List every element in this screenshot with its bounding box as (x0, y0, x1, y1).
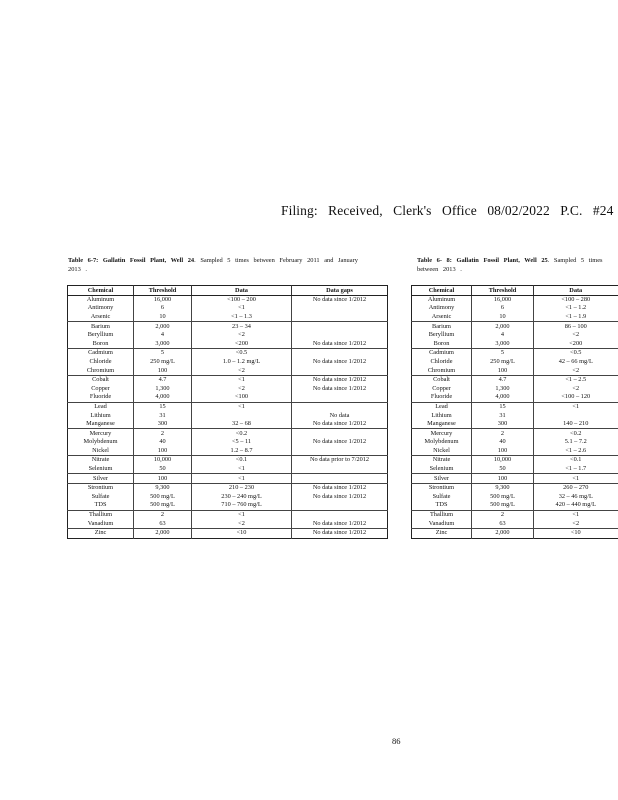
table-cell: <1 – 1.3 (192, 313, 292, 322)
table-cell: Zinc (412, 528, 472, 538)
table-cell: <0.2 (192, 429, 292, 438)
table-cell: <1 (534, 402, 618, 411)
table-cell: Boron (92, 339, 109, 347)
table-row (412, 304, 618, 313)
table-row (68, 447, 388, 456)
table-row (68, 304, 388, 313)
table-cell: 15 (134, 402, 192, 411)
table-row (412, 438, 618, 447)
table-cell: TDS (435, 501, 448, 509)
table-cell: Nickel (433, 446, 450, 454)
table-cell (292, 393, 388, 402)
caption-title-right: Table 6- 8: Gallatin Fossil Plant, Well 25 (417, 257, 548, 264)
table-cell: <0.2 (534, 429, 618, 438)
table-row (412, 465, 618, 474)
table-cell: Nickel (92, 446, 109, 454)
table-cell (292, 465, 388, 474)
table-cell: <2 (534, 331, 618, 340)
table-cell: 100 (472, 474, 534, 484)
table-cell: Manganese (427, 420, 456, 428)
table-cell: <1 (192, 474, 292, 484)
table-cell (292, 366, 388, 375)
column-header: Data (192, 286, 292, 296)
table-cell: Selenium (88, 465, 113, 473)
table-row (412, 483, 618, 492)
table-cell: Cobalt (412, 375, 472, 384)
table-row (68, 393, 388, 402)
table-cell: 4,000 (472, 393, 534, 402)
table-cell: Barium (412, 322, 472, 331)
table-cell: 100 (134, 474, 192, 484)
table-cell (292, 322, 388, 331)
table-cell (292, 349, 388, 358)
table-cell: 3,000 (472, 339, 534, 348)
table-cell (292, 331, 388, 340)
table-cell: Sulfate (432, 492, 451, 500)
table-row (68, 456, 388, 465)
table-cell: <2 (192, 366, 292, 375)
table-cell (292, 429, 388, 438)
table-cell: 100 (134, 366, 192, 375)
table-cell: Fluoride (89, 393, 112, 401)
table-cell: <1 (192, 375, 292, 384)
table-row (412, 493, 618, 502)
table-cell: 500 mg/L (134, 501, 192, 510)
table-row (68, 510, 388, 519)
table-cell: No data since 1/2012 (292, 493, 388, 502)
table-cell: <1 (192, 304, 292, 313)
table-cell: Nitrate (412, 456, 472, 465)
table-cell: Selenium (429, 465, 454, 473)
table-cell: Arsenic (431, 312, 452, 320)
well-24-data-table (67, 285, 388, 539)
table-cell: 15 (472, 402, 534, 411)
table-row (412, 528, 618, 538)
table-cell: Cadmium (412, 349, 472, 358)
table-cell: <10 (534, 528, 618, 538)
table-row (68, 438, 388, 447)
table-row (412, 375, 618, 384)
filing-stamp: Filing: Received, Clerk's Office 08/02/2022 P.C. #24 (281, 203, 614, 218)
table-cell: Strontium (68, 483, 134, 492)
table-cell: <100 – 280 (534, 295, 618, 304)
table-row (68, 349, 388, 358)
table-cell: 32 – 68 (192, 420, 292, 429)
table-cell: 2 (134, 429, 192, 438)
table-cell: 2,000 (134, 528, 192, 538)
table-cell: 10,000 (472, 456, 534, 465)
table-row (68, 501, 388, 510)
table-cell: 100 (472, 366, 534, 375)
table-cell (292, 304, 388, 313)
table-row (68, 402, 388, 411)
table-cell: Silver (68, 474, 134, 484)
table-cell: 50 (134, 465, 192, 474)
table-cell: <1 – 1.9 (534, 313, 618, 322)
well-25-data-table (411, 285, 618, 539)
table-cell: 2,000 (472, 528, 534, 538)
table-row (412, 510, 618, 519)
table-cell: 2,000 (472, 322, 534, 331)
table-cell: 10,000 (134, 456, 192, 465)
table-cell (292, 510, 388, 519)
table-cell: <0.5 (534, 349, 618, 358)
table-row (412, 402, 618, 411)
table-cell: No data since 1/2012 (292, 295, 388, 304)
table-cell: Chromium (86, 366, 115, 374)
table-row (412, 411, 618, 420)
table-row (412, 447, 618, 456)
table-cell: 10 (472, 313, 534, 322)
table-cell: 100 (134, 447, 192, 456)
table-row (412, 366, 618, 375)
table-cell: 6 (472, 304, 534, 313)
table-row (68, 375, 388, 384)
table-cell: 63 (472, 519, 534, 528)
table-cell: <1 (192, 510, 292, 519)
table-row (412, 358, 618, 367)
table-row (68, 420, 388, 429)
table-row (412, 474, 618, 484)
column-header: Chemical (412, 286, 472, 296)
table-cell: 31 (472, 411, 534, 420)
table-row (68, 384, 388, 393)
table-cell: No data since 1/2012 (292, 339, 388, 348)
table-cell: Lead (412, 402, 472, 411)
table-cell: <1 – 2.6 (534, 447, 618, 456)
table-header-row (412, 286, 618, 296)
table-cell: 140 – 210 (534, 420, 618, 429)
column-header: Chemical (68, 286, 134, 296)
table-row (68, 358, 388, 367)
table-cell: 1.2 – 8.7 (192, 447, 292, 456)
table-cell: 1.0 – 1.2 mg/L (192, 358, 292, 367)
table-cell: Beryllium (428, 331, 455, 339)
table-cell: <200 (192, 339, 292, 348)
table-cell: Aluminum (427, 295, 456, 303)
table-cell: <2 (192, 331, 292, 340)
table-cell: 4 (472, 331, 534, 340)
table-cell: 4 (134, 331, 192, 340)
table-cell: No data since 1/2012 (292, 519, 388, 528)
table-cell: 710 – 760 mg/L (192, 501, 292, 510)
table-row (412, 519, 618, 528)
table-cell: Molybdenum (424, 438, 459, 446)
table-cell: <0.5 (192, 349, 292, 358)
table-row (68, 483, 388, 492)
table-cell: <1 (192, 465, 292, 474)
table-cell: Zinc (68, 528, 134, 538)
table-cell: <200 (534, 339, 618, 348)
table-row (412, 295, 618, 304)
table-cell: Aluminum (86, 295, 115, 303)
table-cell: <1 (534, 510, 618, 519)
caption-title-left: Table 6-7: Gallatin Fossil Plant, Well 24 (68, 257, 195, 264)
table-row (412, 322, 618, 331)
table-cell: <0.1 (534, 456, 618, 465)
table-row (68, 411, 388, 420)
table-caption-left (68, 256, 368, 274)
table-cell (292, 501, 388, 510)
table-row (68, 331, 388, 340)
table-row (68, 474, 388, 484)
table-cell: Mercury (68, 429, 134, 438)
table-cell: No data prior to 7/2012 (292, 456, 388, 465)
table-cell: <1 (192, 402, 292, 411)
table-cell: Boron (433, 339, 450, 347)
table-cell: <10 (192, 528, 292, 538)
table-cell: 40 (134, 438, 192, 447)
table-cell: <0.1 (192, 456, 292, 465)
table-cell (292, 447, 388, 456)
table-cell: Copper (432, 384, 451, 392)
table-caption-right (417, 256, 607, 274)
table-cell: 40 (472, 438, 534, 447)
table-cell: Chloride (430, 357, 453, 365)
table-cell: Vanadium (428, 519, 455, 527)
table-cell: 32 – 46 mg/L (534, 493, 618, 502)
table-cell: <2 (192, 519, 292, 528)
table-cell: 9,300 (472, 483, 534, 492)
table-cell: Arsenic (90, 312, 111, 320)
caption-text-right: . Sampled 5 times between 2013 . (417, 257, 603, 273)
table-cell: Manganese (86, 420, 115, 428)
table-cell: No data since 1/2012 (292, 420, 388, 429)
table-cell: <5 – 11 (192, 438, 292, 447)
table-cell: 10 (134, 313, 192, 322)
table-cell: Antimony (428, 304, 455, 312)
table-cell: Lead (68, 402, 134, 411)
table-cell: 300 (134, 420, 192, 429)
table-cell: 9,300 (134, 483, 192, 492)
table-cell: 5.1 – 7.2 (534, 438, 618, 447)
table-cell (534, 411, 618, 420)
table-cell: <2 (534, 519, 618, 528)
table-cell: 31 (134, 411, 192, 420)
table-cell: <1 – 1.7 (534, 465, 618, 474)
caption-text-left: . Sampled 5 times between February 2011 and January 2013 . (68, 257, 358, 273)
table-cell: Antimony (87, 304, 114, 312)
table-cell: Chloride (89, 357, 112, 365)
table-cell: 260 – 270 (534, 483, 618, 492)
table-cell: Thallium (68, 510, 134, 519)
column-header: Data gaps (292, 286, 388, 296)
table-cell: Chromium (427, 366, 456, 374)
table-cell: Beryllium (87, 331, 114, 339)
table-cell: 420 – 440 mg/L (534, 501, 618, 510)
table-cell: Lithium (90, 411, 111, 419)
table-cell: 250 mg/L (472, 358, 534, 367)
table-cell (192, 411, 292, 420)
table-row (412, 456, 618, 465)
table-row (412, 429, 618, 438)
table-cell: Molybdenum (83, 438, 118, 446)
table-cell: 5 (134, 349, 192, 358)
table-cell: <1 – 2.5 (534, 375, 618, 384)
table-cell: 4.7 (472, 375, 534, 384)
table-row (412, 331, 618, 340)
table-cell: 6 (134, 304, 192, 313)
table-cell: Strontium (412, 483, 472, 492)
table-cell: <1 – 1.2 (534, 304, 618, 313)
table-row (412, 349, 618, 358)
table-row (68, 519, 388, 528)
table-cell: 4,000 (134, 393, 192, 402)
table-cell: 50 (472, 465, 534, 474)
table-cell: Fluoride (430, 393, 453, 401)
table-cell: Cobalt (68, 375, 134, 384)
column-header: Threshold (134, 286, 192, 296)
table-cell: Nitrate (68, 456, 134, 465)
table-cell: 86 – 100 (534, 322, 618, 331)
table-cell: TDS (94, 501, 107, 509)
table-cell: 250 mg/L (134, 358, 192, 367)
column-header: Data (534, 286, 618, 296)
table-cell: No data since 1/2012 (292, 528, 388, 538)
table-cell: 500 mg/L (472, 501, 534, 510)
table-cell: Copper (91, 384, 110, 392)
table-cell: Thallium (412, 510, 472, 519)
table-row (68, 465, 388, 474)
table-cell: Vanadium (87, 519, 114, 527)
table-cell: 2,000 (134, 322, 192, 331)
page-number: 86 (392, 736, 401, 746)
table-cell: <2 (534, 366, 618, 375)
table-cell: 3,000 (134, 339, 192, 348)
table-cell: 5 (472, 349, 534, 358)
table-cell: 1,300 (134, 384, 192, 393)
column-header: Threshold (472, 286, 534, 296)
table-cell: No data since 1/2012 (292, 358, 388, 367)
table-cell: Cadmium (68, 349, 134, 358)
table-row (68, 493, 388, 502)
table-cell: <100 – 200 (192, 295, 292, 304)
table-cell: <2 (534, 384, 618, 393)
table-row (412, 501, 618, 510)
table-cell: 100 (472, 447, 534, 456)
table-cell (292, 474, 388, 484)
table-row (412, 313, 618, 322)
table-cell: 2 (134, 510, 192, 519)
table-cell: 42 – 66 mg/L (534, 358, 618, 367)
table-cell: No data since 1/2012 (292, 483, 388, 492)
table-cell: 230 – 240 mg/L (192, 493, 292, 502)
table-cell: Lithium (431, 411, 452, 419)
table-cell: 16,000 (472, 295, 534, 304)
table-row (68, 366, 388, 375)
table-row (68, 339, 388, 348)
table-cell: <100 (192, 393, 292, 402)
table-row (68, 429, 388, 438)
table-row (68, 528, 388, 538)
table-cell: 16,000 (134, 295, 192, 304)
table-cell: 2 (472, 429, 534, 438)
table-cell: Barium (68, 322, 134, 331)
table-cell (292, 313, 388, 322)
table-row (412, 393, 618, 402)
table-row (412, 384, 618, 393)
table-row (412, 420, 618, 429)
table-cell: <1 (534, 474, 618, 484)
table-cell: Silver (412, 474, 472, 484)
table-row (68, 313, 388, 322)
table-cell: 300 (472, 420, 534, 429)
table-cell: No data since 1/2012 (292, 384, 388, 393)
table-cell: 23 – 34 (192, 322, 292, 331)
table-row (412, 339, 618, 348)
table-cell: 500 mg/L (472, 493, 534, 502)
table-cell: No data (292, 411, 388, 420)
table-cell: 210 – 230 (192, 483, 292, 492)
table-cell: Sulfate (91, 492, 110, 500)
table-cell: 500 mg/L (134, 493, 192, 502)
table-cell (292, 402, 388, 411)
table-cell: 63 (134, 519, 192, 528)
table-cell: 4.7 (134, 375, 192, 384)
table-cell: No data since 1/2012 (292, 375, 388, 384)
table-cell: Mercury (412, 429, 472, 438)
table-row (68, 322, 388, 331)
table-header-row (68, 286, 388, 296)
table-cell: 2 (472, 510, 534, 519)
table-cell: 1,300 (472, 384, 534, 393)
table-cell: No data since 1/2012 (292, 438, 388, 447)
table-cell: <2 (192, 384, 292, 393)
table-cell: <100 – 120 (534, 393, 618, 402)
table-row (68, 295, 388, 304)
